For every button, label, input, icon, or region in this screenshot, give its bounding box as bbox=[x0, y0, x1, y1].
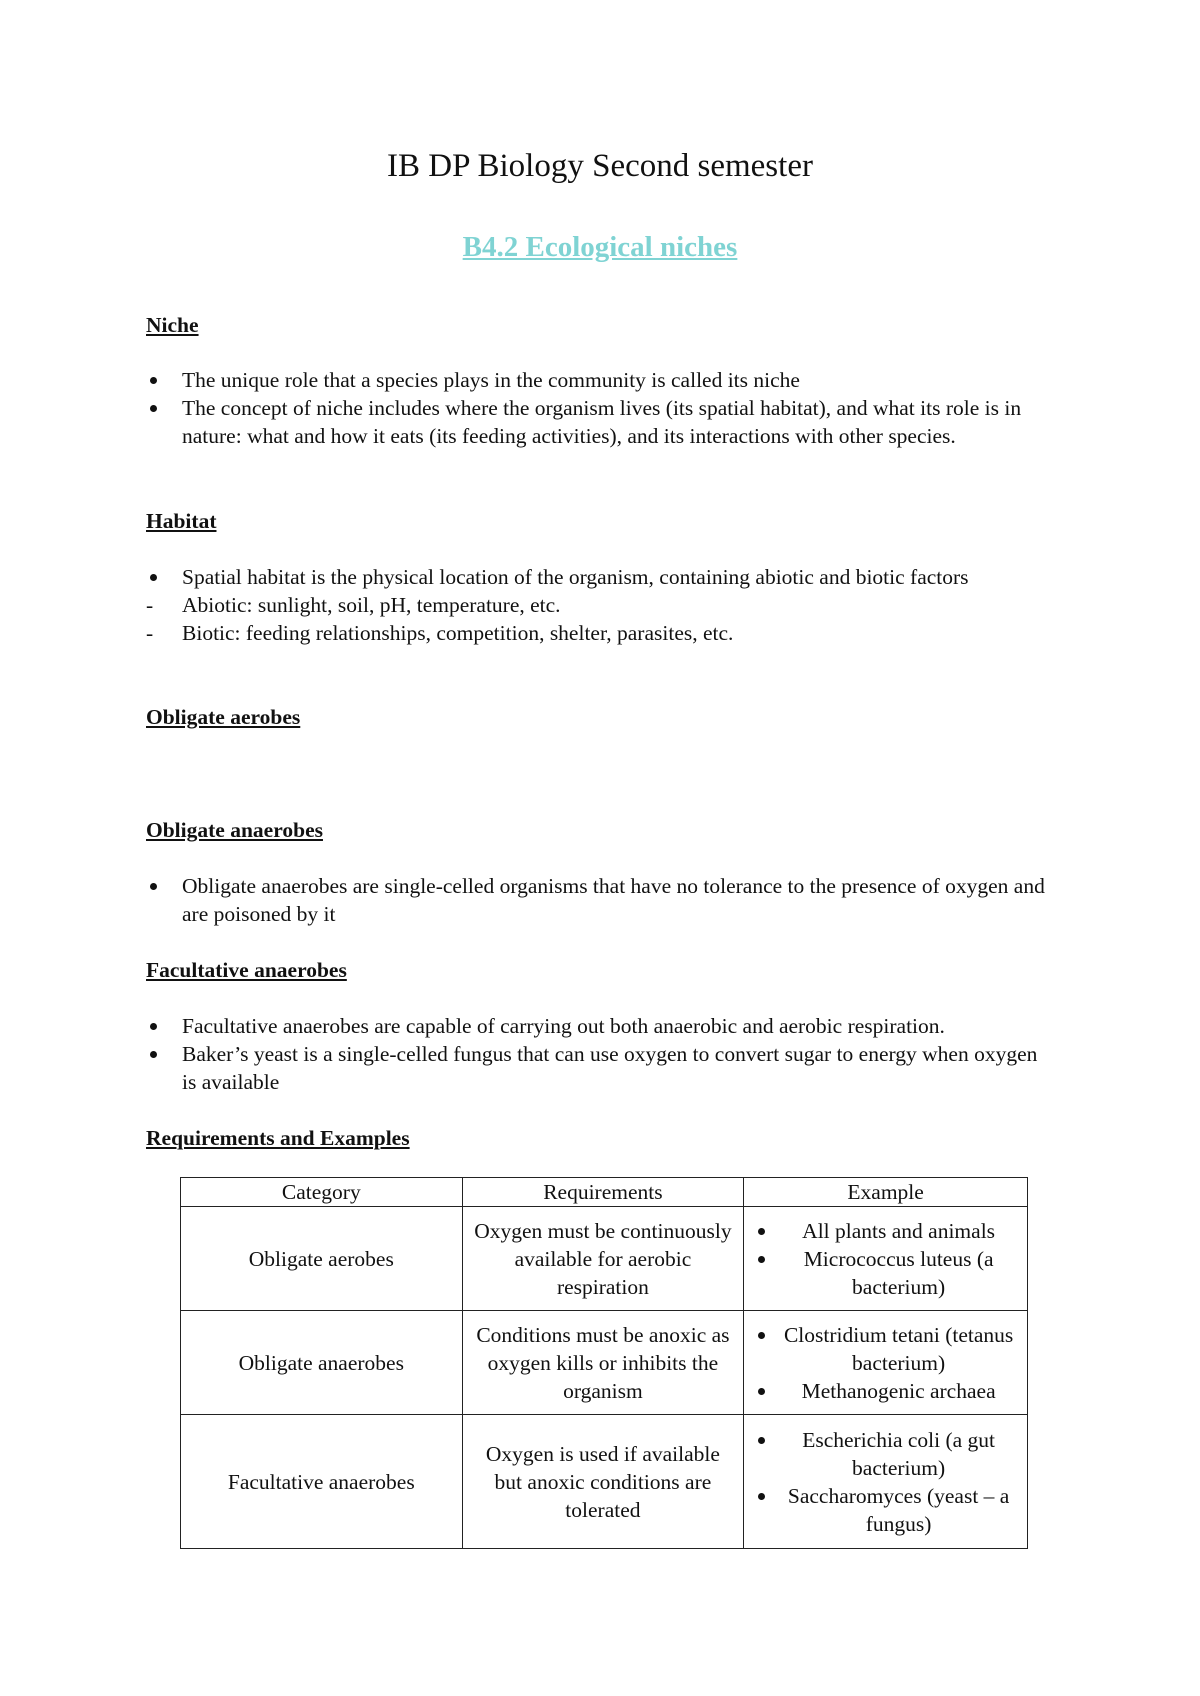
list-item: Clostridium tetani (tetanus bacterium) bbox=[752, 1321, 1019, 1377]
list-item: Micrococcus luteus (a bacterium) bbox=[752, 1245, 1019, 1301]
obligate-anaerobes-section bbox=[146, 816, 1046, 928]
list-item: All plants and animals bbox=[752, 1217, 1019, 1245]
table-row bbox=[181, 1415, 1028, 1549]
table-cell-requirement: Oxygen is used if available but anoxic conditions are tolerated bbox=[462, 1415, 744, 1549]
section-subtitle: B4.2 Ecological niches bbox=[462, 231, 738, 263]
examples-list bbox=[752, 1217, 1019, 1301]
list-item: The unique role that a species plays in the community is called its niche bbox=[146, 366, 1046, 394]
niche-list bbox=[146, 366, 1046, 450]
requirements-heading: Requirements and Examples bbox=[146, 1126, 410, 1150]
habitat-list bbox=[146, 563, 1046, 647]
facultative-anaerobes-heading: Facultative anaerobes bbox=[146, 958, 347, 982]
facultative-anaerobes-section bbox=[146, 956, 1046, 1096]
list-item: - Abiotic: sunlight, soil, pH, temperature, etc. bbox=[146, 591, 1046, 619]
obligate-aerobes-section bbox=[146, 703, 1046, 731]
obligate-anaerobes-heading: Obligate anaerobes bbox=[146, 818, 323, 842]
table-cell-category: Obligate anaerobes bbox=[181, 1311, 463, 1415]
list-item: Spatial habitat is the physical location of the organism, containing abiotic and biotic factors bbox=[146, 563, 1042, 591]
examples-list bbox=[752, 1321, 1019, 1405]
list-item: Escherichia coli (a gut bacterium) bbox=[752, 1426, 1019, 1482]
obligate-anaerobes-list bbox=[146, 872, 1046, 928]
list-item: Facultative anaerobes are capable of carrying out both anaerobic and aerobic respiration. bbox=[146, 1012, 1082, 1040]
niche-section bbox=[146, 311, 1046, 450]
list-item: - Biotic: feeding relationships, competition, shelter, parasites, etc. bbox=[146, 619, 1046, 647]
facultative-anaerobes-list bbox=[146, 1012, 1046, 1096]
table-cell-examples bbox=[744, 1415, 1028, 1549]
requirements-section bbox=[146, 1124, 1046, 1152]
habitat-section bbox=[146, 507, 1046, 647]
list-item: Saccharomyces (yeast – a fungus) bbox=[752, 1482, 1019, 1538]
list-item: Obligate anaerobes are single-celled organisms that have no tolerance to the presence of oxygen and are poisoned by it bbox=[146, 872, 1046, 928]
list-item: The concept of niche includes where the organism lives (its spatial habitat), and what its role is in nature: what and how it eats (its feeding activities), and its interactions with other species. bbox=[146, 394, 1046, 450]
table-header-category: Category bbox=[181, 1178, 463, 1207]
table-row bbox=[181, 1207, 1028, 1311]
table-row bbox=[181, 1311, 1028, 1415]
requirements-table bbox=[180, 1177, 1028, 1549]
habitat-heading: Habitat bbox=[146, 509, 217, 533]
table-cell-category: Facultative anaerobes bbox=[181, 1415, 463, 1549]
table-cell-examples bbox=[744, 1311, 1028, 1415]
list-item: Baker’s yeast is a single-celled fungus that can use oxygen to convert sugar to energy when oxygen is available bbox=[146, 1040, 1046, 1096]
niche-heading: Niche bbox=[146, 313, 199, 337]
table-cell-examples bbox=[744, 1207, 1028, 1311]
table-header-example: Example bbox=[744, 1178, 1028, 1207]
table-cell-requirement: Oxygen must be continuously available for aerobic respiration bbox=[462, 1207, 744, 1311]
table-cell-category: Obligate aerobes bbox=[181, 1207, 463, 1311]
examples-list bbox=[752, 1426, 1019, 1538]
table-cell-requirement: Conditions must be anoxic as oxygen kills or inhibits the organism bbox=[462, 1311, 744, 1415]
table-header-row bbox=[181, 1178, 1028, 1207]
document-title: IB DP Biology Second semester bbox=[387, 148, 813, 184]
obligate-aerobes-heading: Obligate aerobes bbox=[146, 705, 301, 729]
table-header-requirements: Requirements bbox=[462, 1178, 744, 1207]
list-item: Methanogenic archaea bbox=[752, 1377, 1019, 1405]
